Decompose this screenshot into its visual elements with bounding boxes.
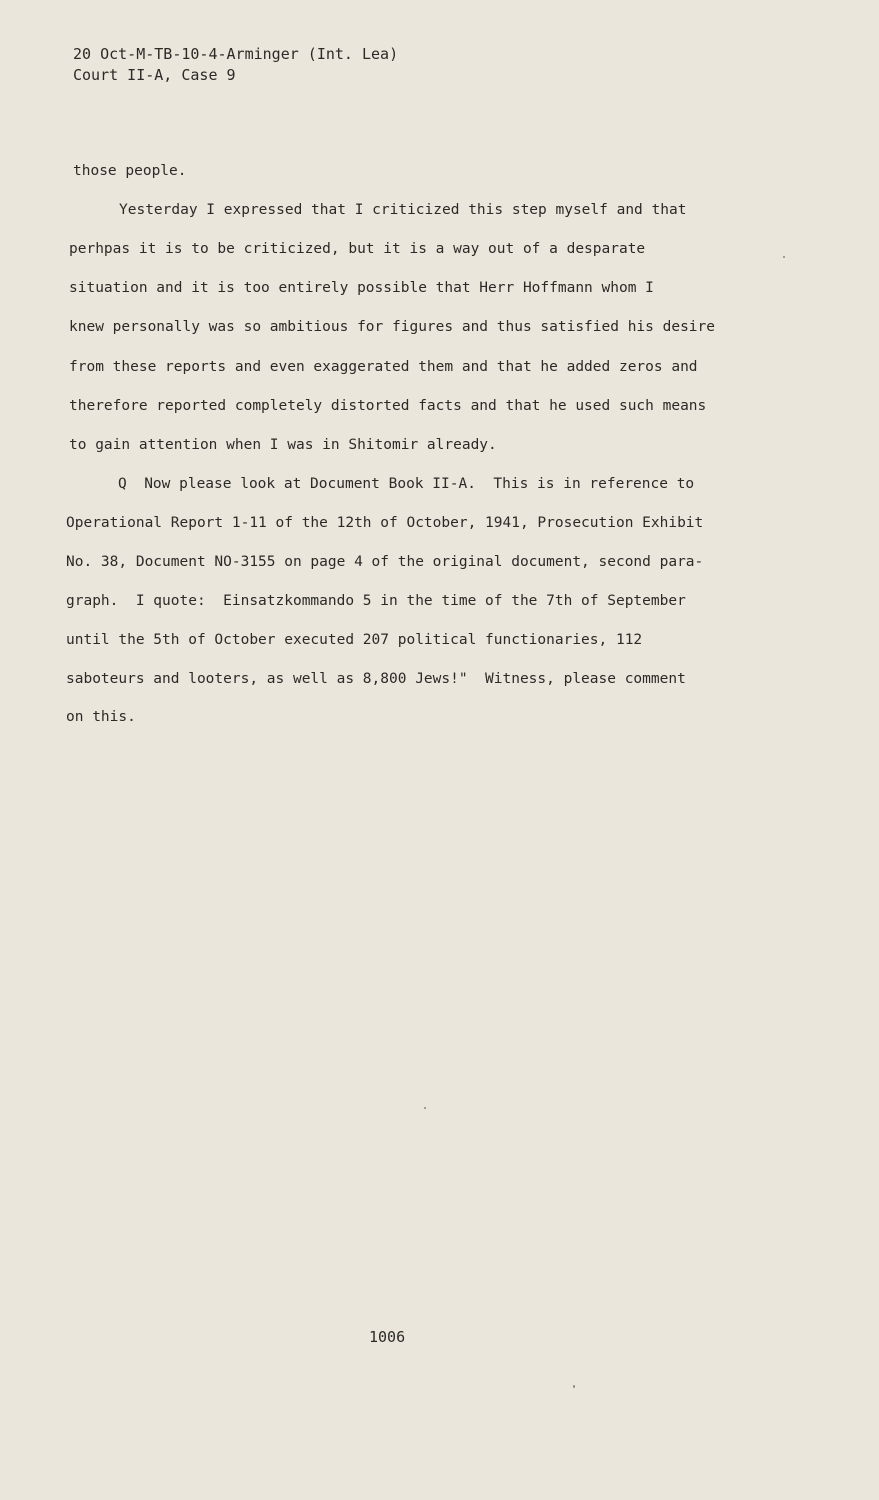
body-line: graph. I quote: Einsatzkommando 5 in the time of the 7th of September <box>66 593 686 609</box>
paper-speck <box>783 256 785 258</box>
header-line-2: Court II-A, Case 9 <box>73 66 236 84</box>
body-line: to gain attention when I was in Shitomir already. <box>69 437 497 453</box>
body-line: Yesterday I expressed that I criticized this step myself and that <box>119 202 687 218</box>
body-line: saboteurs and looters, as well as 8,800 Jews!" Witness, please comment <box>66 671 686 687</box>
body-line: situation and it is too entirely possible that Herr Hoffmann whom I <box>69 280 654 296</box>
body-line: knew personally was so ambitious for figures and thus satisfied his desire <box>69 319 716 335</box>
body-line: Operational Report 1-11 of the 12th of October, 1941, Prosecution Exhibit <box>66 515 704 531</box>
body-line: therefore reported completely distorted facts and that he used such means <box>69 398 707 414</box>
body-line: until the 5th of October executed 207 political functionaries, 112 <box>66 632 643 648</box>
paper-speck <box>424 1107 426 1109</box>
document-header <box>73 44 398 86</box>
body-line: on this. <box>66 709 136 725</box>
paper-speck <box>573 1385 575 1388</box>
header-line-1: 20 Oct-M-TB-10-4-Arminger (Int. Lea) <box>73 45 399 63</box>
body-line: from these reports and even exaggerated them and that he added zeros and <box>69 359 698 375</box>
body-line: No. 38, Document NO-3155 on page 4 of the original document, second para- <box>66 554 704 570</box>
body-line: those people. <box>73 163 187 179</box>
body-line: Q Now please look at Document Book II-A. This is in reference to <box>118 476 695 492</box>
body-line: perhpas it is to be criticized, but it is a way out of a desparate <box>69 241 646 257</box>
page-number: 1006 <box>369 1328 406 1346</box>
